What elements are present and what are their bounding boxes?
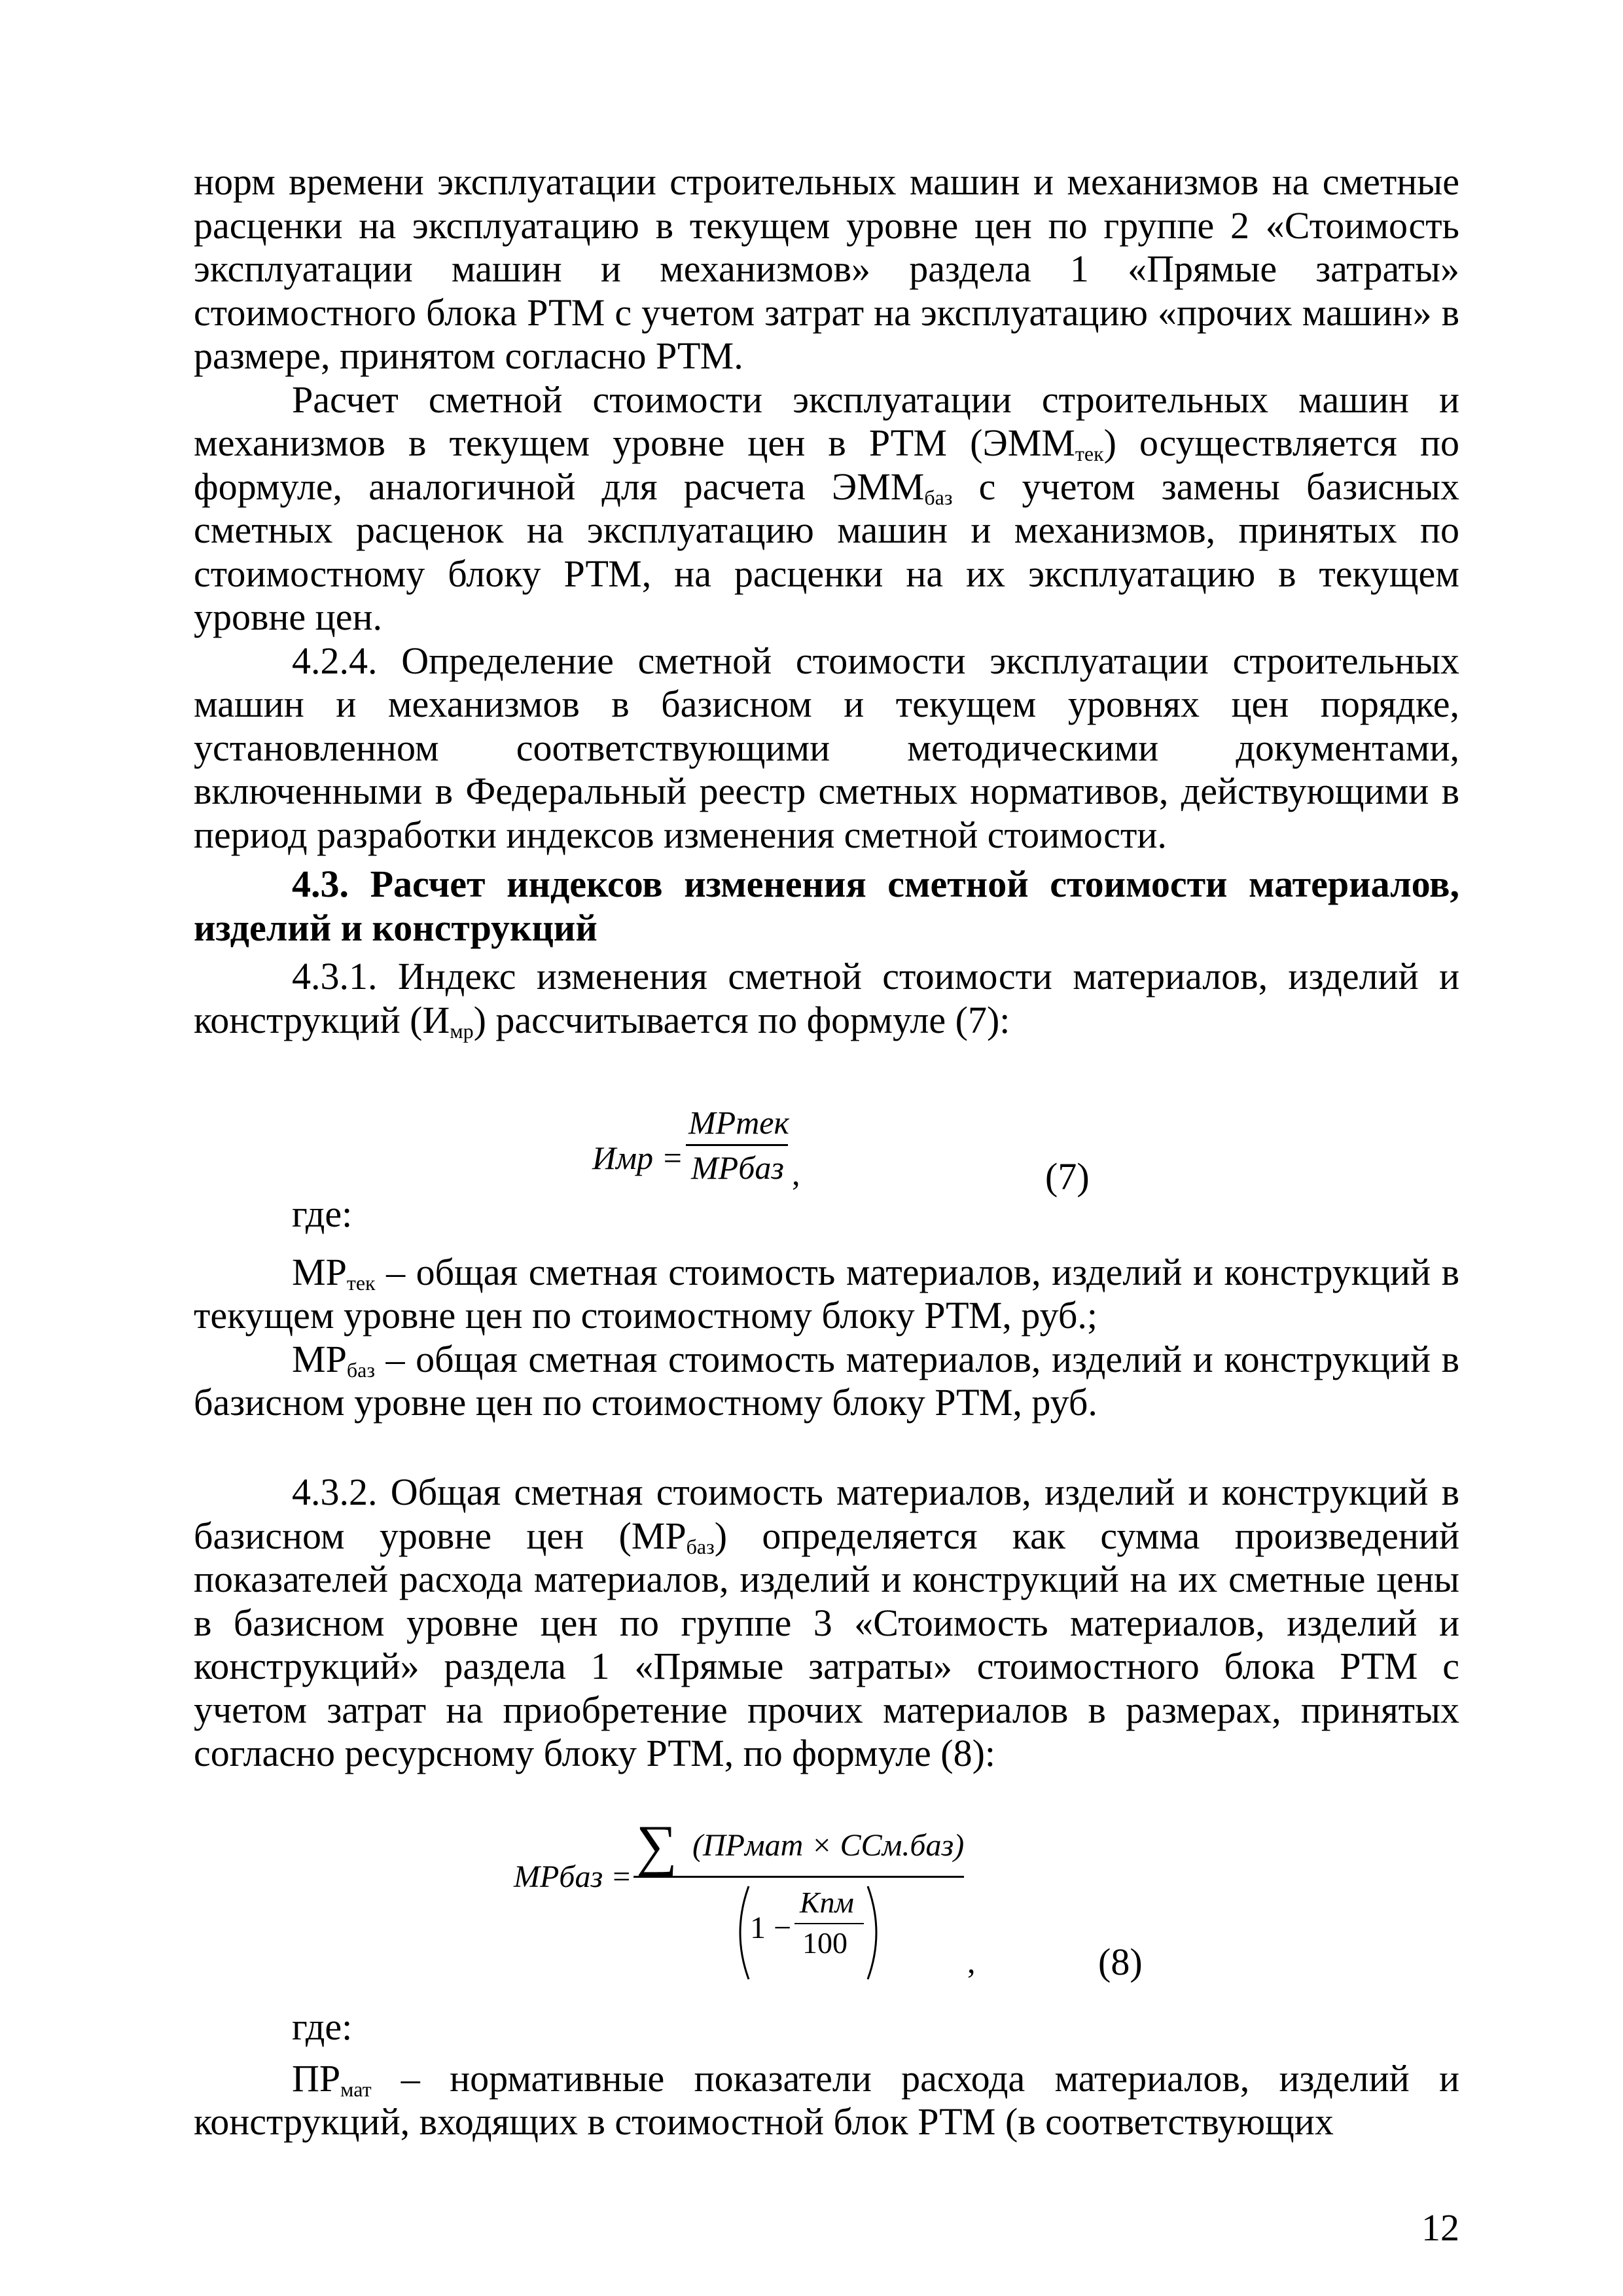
one-minus: 1 − (750, 1910, 792, 1945)
text-block-432 (194, 1471, 1459, 1776)
formula-7-comma: , (792, 1155, 800, 1192)
where-label-2: где: (292, 2005, 353, 2048)
paragraph-5: 4.3.2. Общая сметная стоимость материалов, изделий и конструкций в базисном уровне цен $(МР_{баз})$ определяется как сумма произведений показателей расхода материалов, изделий и конструкций на их сметные цены в базисном уровне цен по группе 3 «Стоимость материалов, изделий и конструкций» раздела 1 «Прямые затраты» стоимостного блока РТМ с учетом затрат на приобретение прочих материалов в размерах, принятых согласно ресурсному блоку РТМ, по формуле (8): (194, 1471, 1459, 1774)
section-heading: 4.3. Расчет индексов изменения сметной стоимости материалов, изделий и конструкций (194, 863, 1459, 949)
text-block-section (194, 863, 1459, 1042)
text-block-defs-2 (194, 2005, 1459, 2144)
formula-8-lhs: МРбаз = (514, 1859, 632, 1894)
formula-8-number: (8) (1098, 1941, 1143, 1983)
paragraph-3: 4.2.4. Определение сметной стоимости эксплуатации строительных машин и механизмов в базисном и текущем уровнях цен порядке, установленном соответствующими методическими документами, включенными в Федеральный реестр сметных нормативов, действующими в период разработки индексов изменения сметной стоимости. (194, 639, 1459, 856)
formula-8 (0, 1814, 1623, 2029)
definition-pr-mat: $ПР_{мат}$ – нормативные показатели расхода материалов, изделий и конструкций, входящих в стоимостной блок РТМ (в соответствующих (194, 2056, 1459, 2143)
fraction-bar-inner (794, 1923, 864, 1924)
right-paren (863, 1884, 889, 1982)
formula-8-numerator: (ПРмат × ССм.баз) (692, 1828, 965, 1863)
fraction-bar (686, 1144, 788, 1146)
formula-7-number: (7) (1045, 1155, 1090, 1198)
text-block-top (194, 160, 1459, 857)
formula-8-inner-denominator: 100 (802, 1926, 847, 1960)
formula-8-inner-numerator: Кпм (800, 1886, 854, 1919)
sigma-symbol: ∑ (636, 1814, 677, 1878)
paragraph-2: Расчет сметной стоимости эксплуатации строительных машин и механизмов в текущем уровне цен в РТМ $(ЭММ_{тек})$ осуществляется по формуле, аналогичной для расчета $ЭММ_{баз}$ с учетом замены базисных сметных расценок на эксплуатацию машин и механизмов, принятых по стоимостному блоку РТМ, на расценки на их эксплуатацию в текущем уровне цен. (194, 378, 1460, 638)
formula-7-lhs: Имр = (592, 1139, 684, 1176)
where-label-1: где: (292, 1193, 353, 1235)
formula-7-numerator: МРтек (688, 1104, 789, 1141)
paragraph-4: 4.3.1. Индекс изменения сметной стоимости материалов, изделий и конструкций $(И_{мр})$ рассчитывается по формуле (7): (194, 955, 1459, 1043)
text-block-defs-1 (194, 1193, 1459, 1425)
definition-mr-baz: $МР_{баз}$ – общая сметная стоимость материалов, изделий и конструкций в базисном уровне цен по стоимостному блоку РТМ, руб. (194, 1337, 1459, 1424)
formula-8-comma: , (967, 1943, 976, 1980)
definition-mr-tek: $МР_{тек}$ – общая сметная стоимость материалов, изделий и конструкций в текущем уровне цен по стоимостному блоку РТМ, руб.; (194, 1250, 1459, 1336)
fraction-bar-main (633, 1876, 964, 1878)
formula-7-denominator: МРбаз (691, 1149, 784, 1186)
page-number: 12 (1421, 2206, 1459, 2249)
paragraph-1: норм времени эксплуатации строительных машин и механизмов на сметные расценки на эксплуатацию в текущем уровне цен по группе 2 «Стоимость эксплуатации машин и механизмов» раздела 1 «Прямые затраты» стоимостного блока РТМ с учетом затрат на эксплуатацию «прочих машин» в размере, принятом согласно РТМ. (194, 160, 1459, 377)
